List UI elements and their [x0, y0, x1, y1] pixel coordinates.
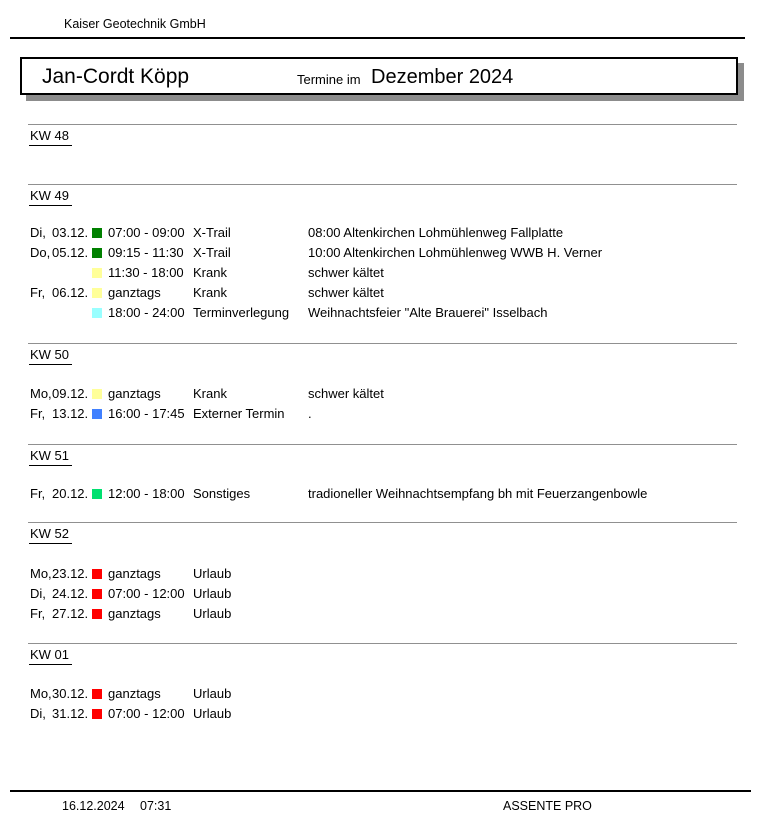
category-label: X-Trail [193, 225, 231, 240]
time-label: 18:00 - 24:00 [108, 305, 185, 320]
category-color-icon [92, 268, 102, 278]
day-label: Fr, [30, 285, 46, 300]
print-time: 07:31 [140, 799, 172, 813]
appointment-row [0, 406, 780, 422]
time-label: ganztags [108, 285, 161, 300]
section-rule [28, 522, 737, 523]
category-color-icon [92, 589, 102, 599]
day-label: Di, [30, 586, 46, 601]
week-label: KW 51 [29, 448, 72, 466]
day-label: Do, [30, 245, 51, 260]
appointment-row [0, 305, 780, 321]
category-color-icon [92, 308, 102, 318]
time-label: 12:00 - 18:00 [108, 486, 185, 501]
appointment-row [0, 285, 780, 301]
person-name: Jan-Cordt Köpp [42, 65, 190, 88]
category-color-icon [92, 288, 102, 298]
date-label: 06.12. [52, 285, 89, 300]
time-label: ganztags [108, 606, 161, 621]
time-label: 07:00 - 12:00 [108, 586, 185, 601]
category-color-icon [92, 609, 102, 619]
week-label: KW 49 [29, 188, 72, 206]
week-label: KW 48 [29, 128, 72, 146]
appointment-row [0, 686, 780, 702]
app-name: ASSENTE PRO [503, 799, 592, 813]
time-label: 09:15 - 11:30 [108, 245, 184, 260]
description-label: schwer kältet [308, 386, 384, 401]
header-divider [10, 37, 745, 39]
appointment-row [0, 386, 780, 402]
day-label: Mo, [30, 686, 52, 701]
date-label: 20.12. [52, 486, 89, 501]
appointment-row [0, 586, 780, 602]
category-color-icon [92, 569, 102, 579]
date-label: 24.12. [52, 586, 89, 601]
category-color-icon [92, 248, 102, 258]
category-color-icon [92, 228, 102, 238]
category-label: Urlaub [193, 586, 232, 601]
appointment-row [0, 245, 780, 261]
section-rule [28, 124, 737, 125]
description-label: 10:00 Altenkirchen Lohmühlenweg WWB H. Verner [308, 245, 603, 260]
time-label: ganztags [108, 386, 161, 401]
week-label: KW 01 [29, 647, 72, 665]
day-label: Fr, [30, 606, 46, 621]
category-color-icon [92, 409, 102, 419]
category-label: Externer Termin [193, 406, 285, 421]
time-label: 07:00 - 12:00 [108, 706, 185, 721]
description-label: schwer kältet [308, 285, 384, 300]
category-color-icon [92, 389, 102, 399]
title-month: Dezember 2024 [371, 66, 514, 88]
day-label: Fr, [30, 486, 46, 501]
category-label: Terminverlegung [193, 305, 290, 320]
date-label: 23.12. [52, 566, 89, 581]
description-label: Weihnachtsfeier "Alte Brauerei" Isselbach [308, 305, 548, 320]
date-label: 09.12. [52, 386, 89, 401]
appointment-row [0, 606, 780, 622]
company-name: Kaiser Geotechnik GmbH [64, 17, 206, 31]
description-label: schwer kältet [308, 265, 384, 280]
day-label: Mo, [30, 386, 52, 401]
time-label: 07:00 - 09:00 [108, 225, 185, 240]
category-label: Krank [193, 386, 227, 401]
day-label: Di, [30, 225, 46, 240]
description-label: . [308, 406, 312, 421]
category-color-icon [92, 709, 102, 719]
day-label: Fr, [30, 406, 46, 421]
week-label: KW 52 [29, 526, 72, 544]
time-label: 16:00 - 17:45 [108, 406, 185, 421]
week-label: KW 50 [29, 347, 72, 365]
date-label: 31.12. [52, 706, 89, 721]
day-label: Di, [30, 706, 46, 721]
appointment-row [0, 265, 780, 281]
category-label: Sonstiges [193, 486, 251, 501]
section-rule [28, 343, 737, 344]
category-label: Urlaub [193, 686, 232, 701]
date-label: 05.12. [52, 245, 89, 260]
category-label: Urlaub [193, 706, 232, 721]
print-date: 16.12.2024 [62, 799, 125, 813]
category-label: Urlaub [193, 606, 232, 621]
date-label: 30.12. [52, 686, 89, 701]
time-label: ganztags [108, 686, 161, 701]
date-label: 03.12. [52, 225, 89, 240]
category-label: Krank [193, 285, 227, 300]
category-label: Krank [193, 265, 227, 280]
footer-divider [10, 790, 751, 792]
appointment-row [0, 706, 780, 722]
appointment-row [0, 225, 780, 241]
section-rule [28, 444, 737, 445]
description-label: tradioneller Weihnachtsempfang bh mit Feuerzangenbowle [308, 486, 648, 501]
date-label: 13.12. [52, 406, 89, 421]
title-prefix: Termine im [297, 72, 361, 87]
time-label: 11:30 - 18:00 [108, 265, 184, 280]
appointment-row [0, 486, 780, 502]
time-label: ganztags [108, 566, 161, 581]
section-rule [28, 643, 737, 644]
appointment-row [0, 566, 780, 582]
category-color-icon [92, 689, 102, 699]
category-label: Urlaub [193, 566, 232, 581]
title-box [20, 57, 738, 95]
category-label: X-Trail [193, 245, 231, 260]
date-label: 27.12. [52, 606, 89, 621]
category-color-icon [92, 489, 102, 499]
description-label: 08:00 Altenkirchen Lohmühlenweg Fallplatte [308, 225, 564, 240]
section-rule [28, 184, 737, 185]
day-label: Mo, [30, 566, 52, 581]
